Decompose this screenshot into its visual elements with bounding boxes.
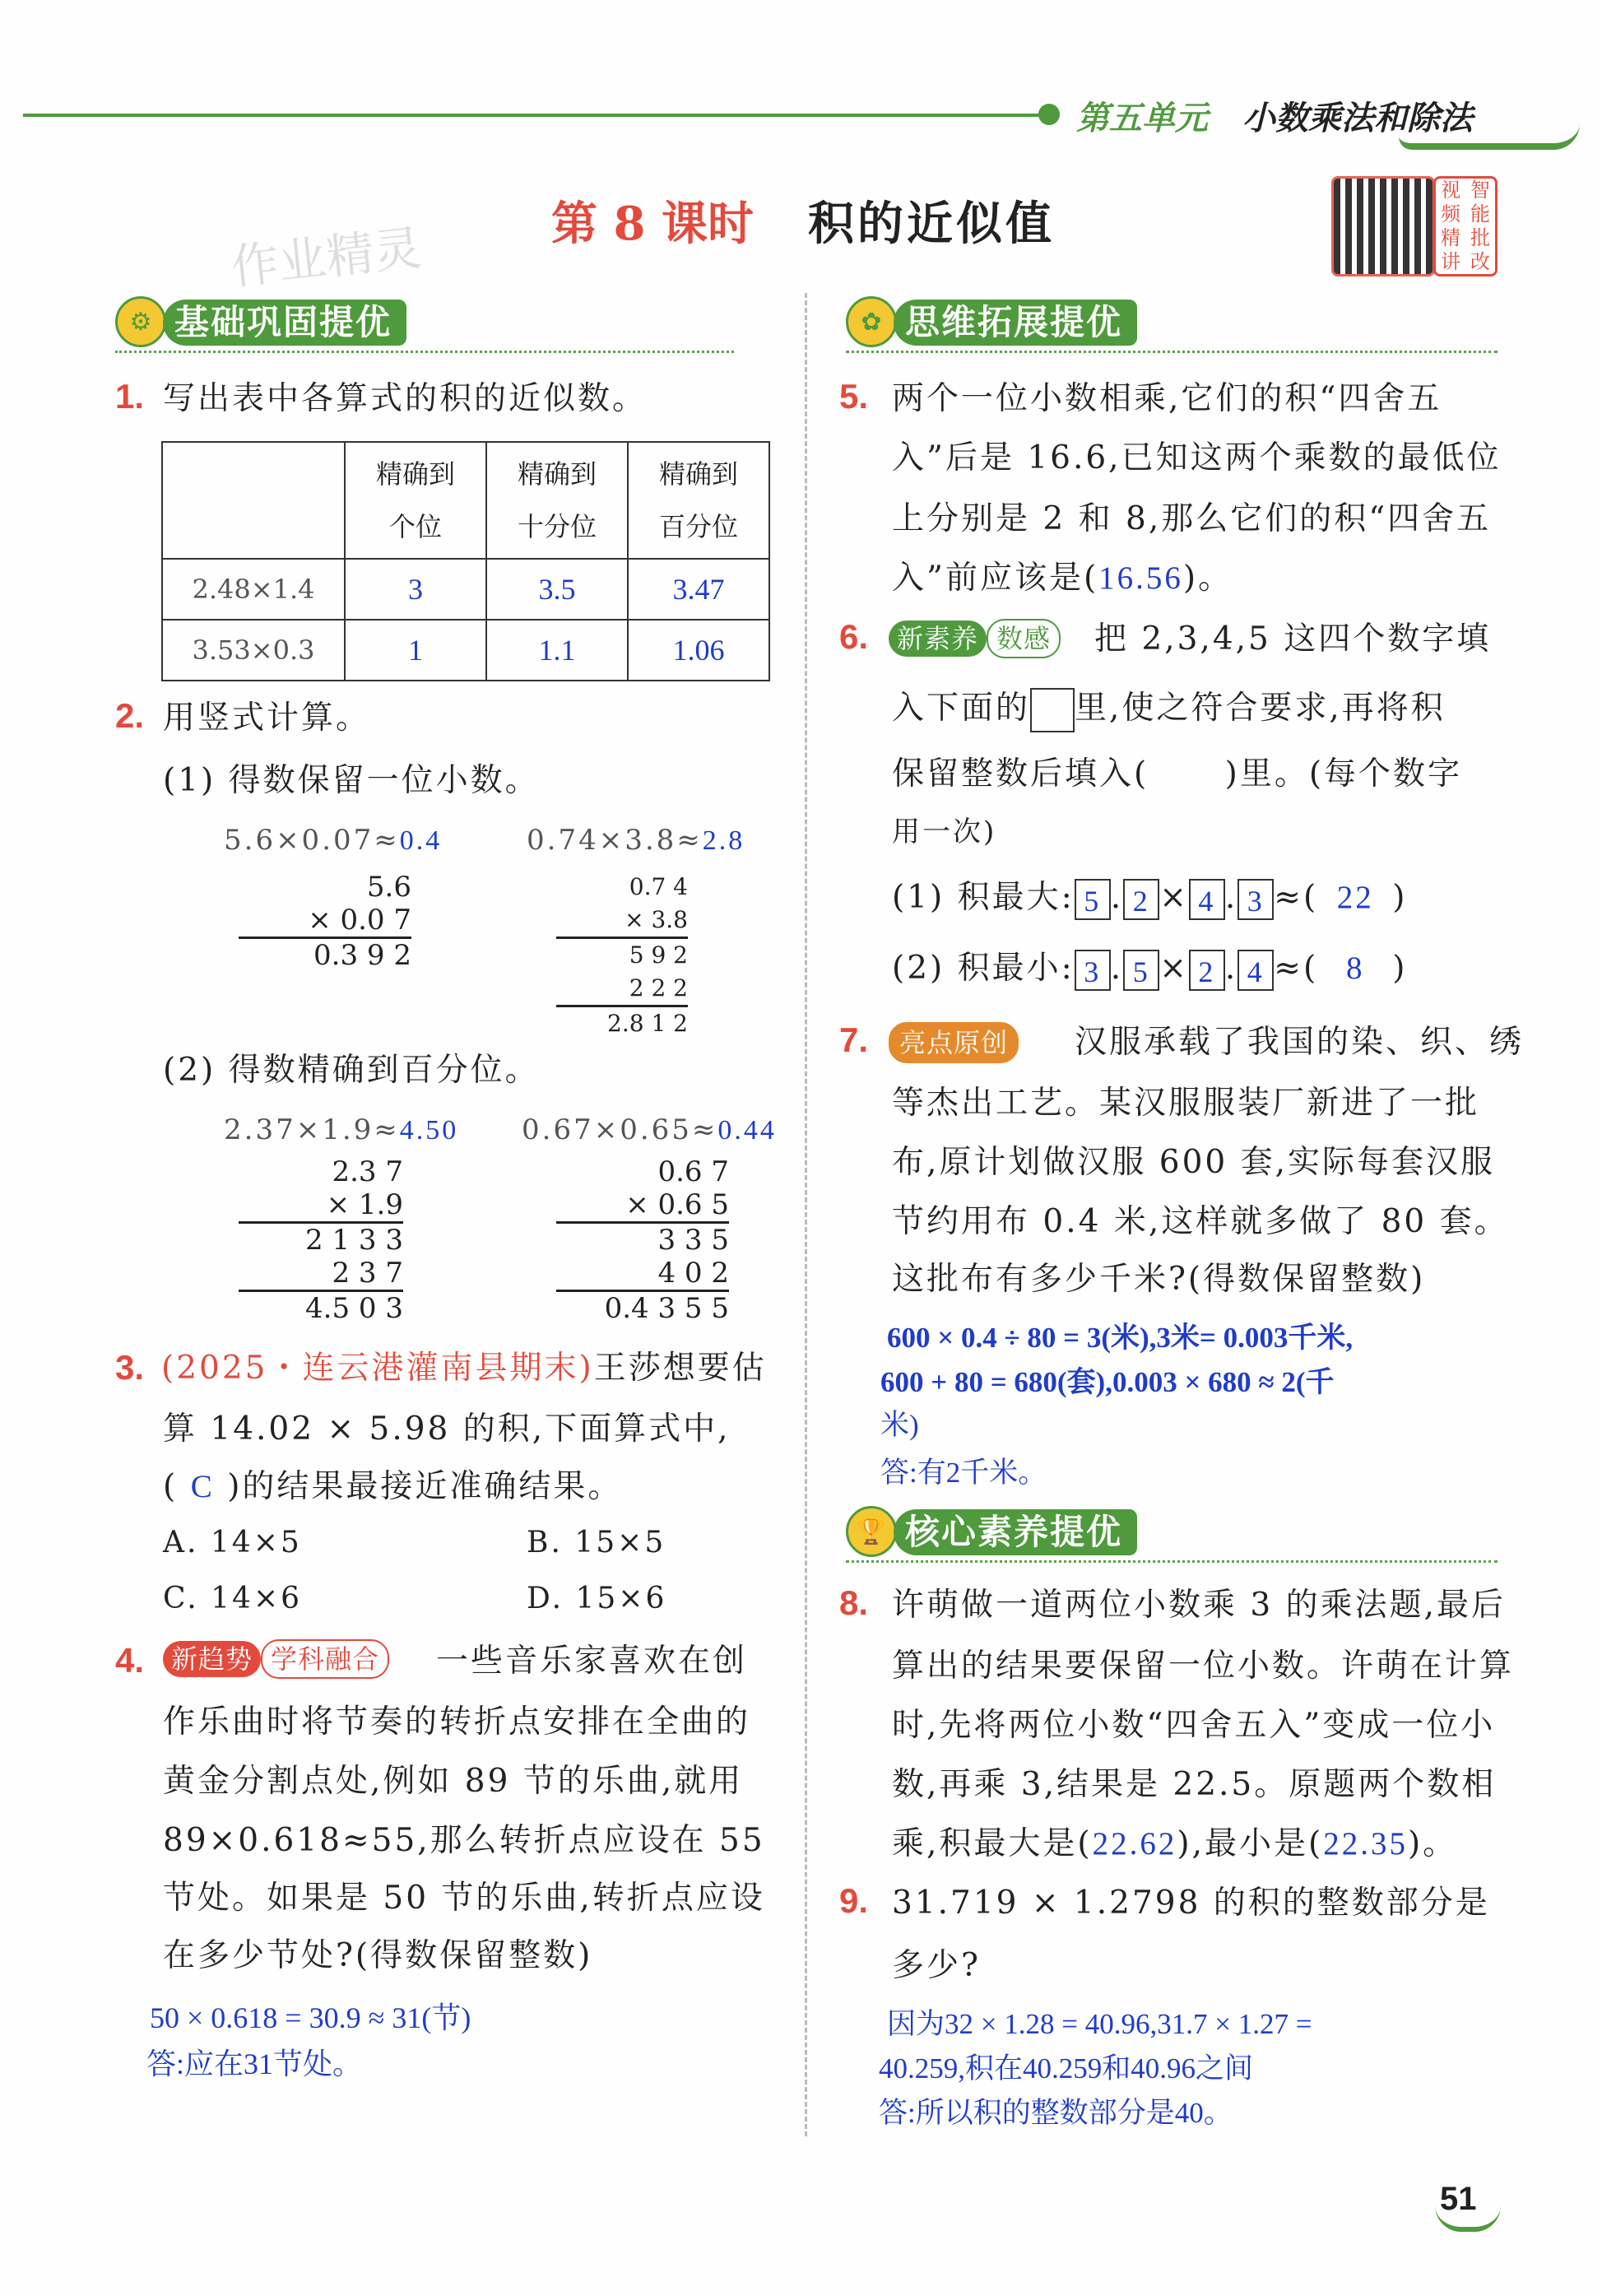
q6-line1: 把 2,3,4,5 这四个数字填 [1094, 620, 1492, 658]
q6-tags: 新素养 数感 [889, 619, 1061, 658]
table-header: 精确到 个位 [345, 442, 486, 559]
q7-answer1: 600 × 0.4 ÷ 80 = 3(米),3米= 0.003千米, [887, 1322, 1354, 1354]
q5-line1: 两个一位小数相乘,它们的积“四舍五 [892, 380, 1442, 417]
q5-number: 5. [839, 377, 869, 416]
blank-box [1030, 688, 1075, 732]
q9-line2: 多少? [892, 1947, 981, 1984]
vertical-calc-4: 0.6 7 × 0.6 5 3 3 5 4 0 2 0.4 3 5 5 [556, 1155, 729, 1325]
page-number: 51 [1440, 2181, 1477, 2217]
q4-line6: 在多少节处?(得数保留整数) [163, 1937, 593, 1974]
q7-answer2: 600 + 80 = 680(套),0.003 × 680 ≈ 2(千 [880, 1366, 1335, 1398]
header-leaf-icon [1038, 104, 1060, 125]
section-thinking: ✿ 思维拓展提优 [846, 296, 1498, 353]
q6-line4: 用一次) [892, 816, 997, 848]
q3-line1: (2025・连云港灌南县期末)王莎想要估 [161, 1350, 767, 1387]
q1-text: 写出表中各算式的积的近似数。 [163, 380, 648, 417]
q4-line3: 黄金分割点处,例如 89 节的乐曲,就用 [163, 1763, 744, 1800]
q1-table [161, 441, 770, 681]
q9-answer2: 40.259,积在40.259和40.96之间 [879, 2052, 1254, 2085]
q2-expr3: 2.37×1.9≈4.50 [224, 1113, 459, 1146]
q2-expr4: 0.67×0.65≈0.44 [522, 1113, 777, 1146]
q1-number: 1. [115, 377, 145, 416]
q6-part2: (2) 积最小: 3 . 5 × 2 . 4 ≈( 8 ) [892, 938, 1407, 999]
lesson-number: 第 8 课时 [551, 197, 754, 251]
q6-line3: 保留整数后填入( )里。(每个数字 [892, 755, 1463, 792]
q8-line1: 许萌做一道两位小数乘 3 的乘法题,最后 [892, 1587, 1507, 1624]
table-header: 精确到 十分位 [486, 442, 628, 559]
q5-line2: 入”后是 16.6,已知这两个乘数的最低位 [892, 439, 1502, 476]
q3-line3: ( C )的结果最接近准确结果。 [163, 1468, 623, 1505]
q6-line2: 入下面的 里,使之符合要求,再将积 [892, 678, 1446, 739]
table-row: 3.53×0.3 1 1.1 1.06 [162, 620, 769, 681]
qr-labels: 视 智 频 能 精 批 讲 改 [1433, 176, 1498, 277]
q3-number: 3. [115, 1348, 145, 1387]
header-swoosh [1399, 123, 1580, 150]
watermark: 作业精灵 [228, 220, 425, 295]
q9-line1: 31.719 × 1.2798 的积的整数部分是 [892, 1885, 1490, 1922]
column-divider [805, 293, 807, 2136]
q4-answer1: 50 × 0.618 = 30.9 ≈ 31(节) [150, 2001, 471, 2034]
q7-tag: 亮点原创 [889, 1022, 1019, 1063]
header-topic: 小数乘法和除法 [1242, 100, 1473, 137]
q8-line2: 算出的结果要保留一位小数。许萌在计算 [892, 1648, 1515, 1685]
q4-line5: 节处。如果是 50 节的乐曲,转折点应设 [163, 1880, 765, 1917]
q2-expr1: 5.6×0.07≈0.4 [224, 824, 443, 857]
q4-tags: 新趋势 学科融合 [163, 1639, 389, 1679]
q8-line4: 数,再乘 3,结果是 22.5。原题两个数相 [892, 1766, 1497, 1803]
q7-line5: 这批布有多少千米?(得数保留整数) [892, 1261, 1426, 1298]
q3-option-b: B. 15×5 [527, 1526, 666, 1559]
q7-answer4: 答:有2千米。 [880, 1457, 1047, 1489]
section-core: 🏆 核心素养提优 [846, 1506, 1498, 1563]
q3-option-a: A. 14×5 [163, 1526, 302, 1559]
q2-part1: (1) 得数保留一位小数。 [163, 762, 540, 799]
q3-option-c: C. 14×6 [163, 1582, 303, 1615]
q2-part2: (2) 得数精确到百分位。 [163, 1052, 540, 1089]
sprout-icon: ✿ [846, 296, 897, 347]
q6-number: 6. [839, 617, 869, 656]
q6-part1: (1) 积最大: 5 . 2 × 4 . 3 ≈( 22 ) [892, 867, 1407, 928]
q3-option-d: D. 15×6 [527, 1582, 667, 1615]
table-header: 精确到 百分位 [628, 442, 769, 559]
q9-number: 9. [839, 1881, 869, 1920]
header-rule [23, 114, 1043, 117]
q4-number: 4. [115, 1641, 145, 1680]
q5-line3: 上分别是 2 和 8,那么它们的积“四舍五 [892, 500, 1492, 537]
gear-icon: ⚙ [115, 296, 166, 347]
q8-line5: 乘,积最大是(22.62),最小是(22.35)。 [892, 1825, 1458, 1862]
q7-line2: 等杰出工艺。某汉服服装厂新进了一批 [892, 1085, 1480, 1122]
q4-line4: 89×0.618≈55,那么转折点应设在 55 [163, 1822, 765, 1859]
q5-line4: 入”前应该是(16.56)。 [892, 560, 1233, 597]
q2-number: 2. [115, 696, 145, 735]
trophy-icon: 🏆 [846, 1506, 897, 1557]
q7-line3: 布,原计划做汉服 600 套,实际每套汉服 [892, 1144, 1496, 1181]
q9-answer3: 答:所以积的整数部分是40。 [879, 2097, 1233, 2129]
q2-expr2: 0.74×3.8≈2.8 [527, 824, 745, 857]
q4-line2: 作乐曲时将节奏的转折点安排在全曲的 [163, 1703, 751, 1741]
q3-line2: 算 14.02 × 5.98 的积,下面算式中, [163, 1411, 731, 1448]
page-number-swoosh [1435, 2205, 1501, 2232]
q4-line1: 一些音乐家喜欢在创 [436, 1643, 748, 1680]
q2-text: 用竖式计算。 [163, 699, 371, 737]
q8-number: 8. [839, 1583, 869, 1622]
section-basic: ⚙ 基础巩固提优 [115, 296, 734, 353]
vertical-calc-2: 0.7 4 × 3.8 5 9 2 2 2 2 2.8 1 2 [556, 871, 688, 1040]
q8-line3: 时,先将两位小数“四舍五入”变成一位小 [892, 1707, 1496, 1744]
table-row: 2.48×1.4 3 3.5 3.47 [162, 559, 769, 620]
q7-line4: 节约用布 0.4 米,这样就多做了 80 套。 [892, 1203, 1509, 1240]
q7-line1: 汉服承载了我国的染、织、绣 [1075, 1024, 1525, 1061]
q7-answer3: 米) [880, 1409, 919, 1441]
header-unit: 第五单元 [1076, 100, 1208, 137]
q9-answer1: 因为32 × 1.28 = 40.96,31.7 × 1.27 = [887, 2008, 1312, 2040]
qr-code-icon[interactable] [1331, 176, 1435, 277]
page-title: 积的近似值 [808, 197, 1055, 251]
vertical-calc-3: 2.3 7 × 1.9 2 1 3 3 2 3 7 4.5 0 3 [239, 1155, 403, 1325]
q4-answer2: 答:应在31节处。 [146, 2047, 363, 2080]
vertical-calc-1: 5.6 × 0.0 7 0.3 9 2 [239, 871, 411, 972]
q7-number: 7. [839, 1020, 869, 1059]
